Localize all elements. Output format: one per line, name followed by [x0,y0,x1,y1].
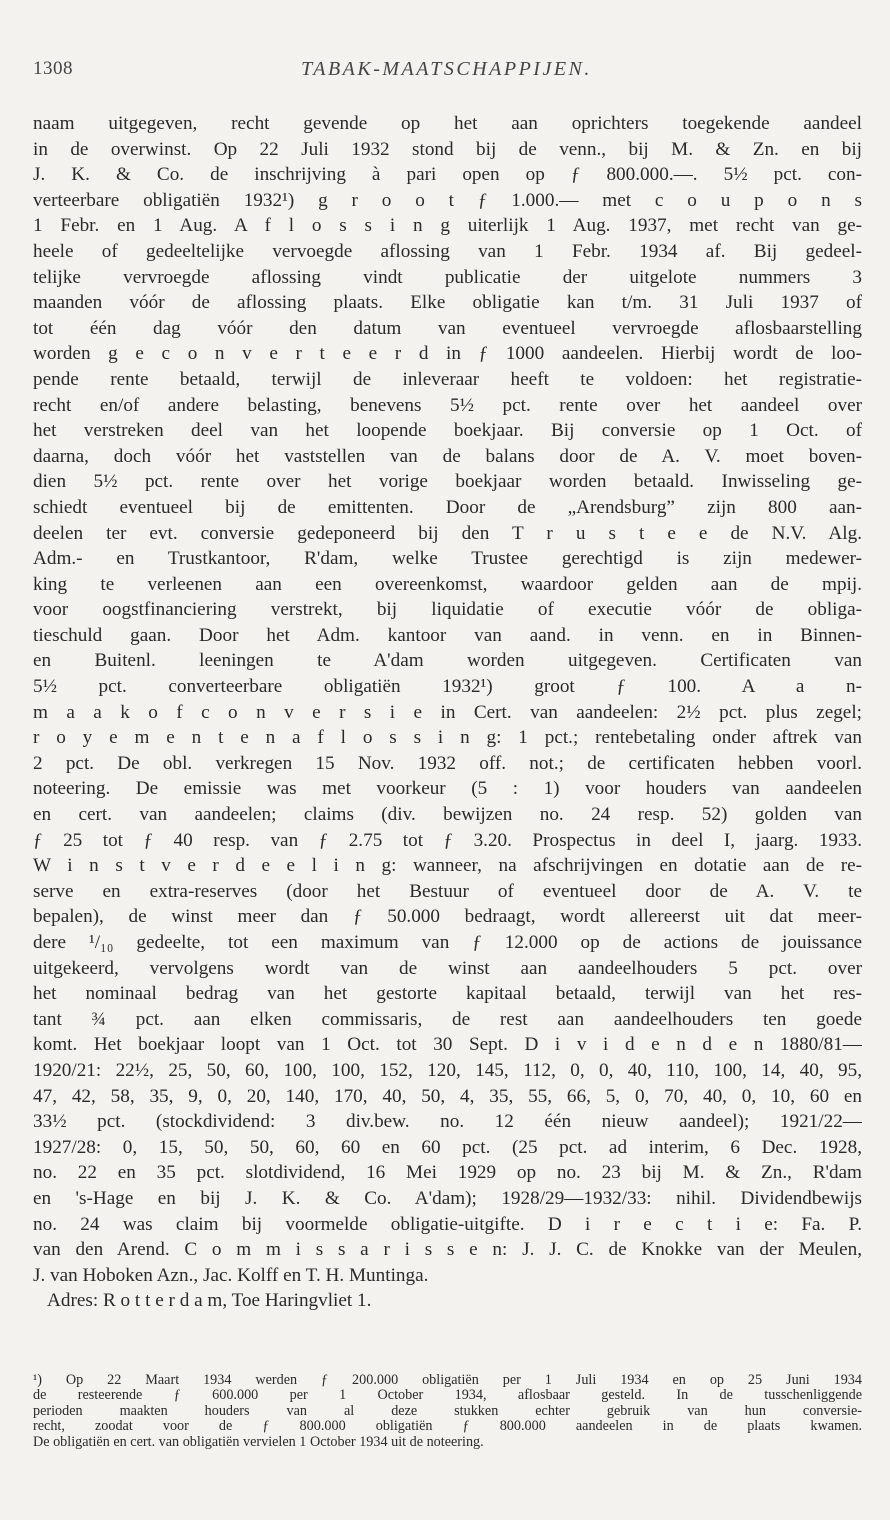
running-title: TABAK-MAATSCHAPPIJEN. [301,58,592,80]
text-line: en cert. van aandeelen; claims (div. bewijzen no. 24 resp. 52) golden van [33,804,862,826]
text-line: en 's-Hage en bij J. K. & Co. A'dam); 1928/29—1932/33: nihil. Dividendbewijs [33,1187,862,1209]
text-line: 1927/28: 0, 15, 50, 50, 60, 60 en 60 pct. (25 pct. ad interim, 6 Dec. 1928, [33,1136,862,1158]
text-line: W i n s t v e r d e e l i n g: wanneer, na afschrijvingen en dotatie aan de re- [33,855,862,877]
text-line: deelen ter evt. conversie gedeponeerd bij den T r u s t e e de N.V. Alg. [33,522,862,544]
text-line: 1 Febr. en 1 Aug. A f l o s s i n g uiterlijk 1 Aug. 1937, met recht van ge- [33,215,862,237]
text-line: m a a k o f c o n v e r s i e in Cert. van aandeelen: 2½ pct. plus zegel; [33,701,862,723]
footnote-line: ¹) Op 22 Maart 1934 werden ƒ 200.000 obligatiën per 1 Juli 1934 en op 25 Juni 1934 [33,1373,862,1388]
text-line: 47, 42, 58, 35, 9, 0, 20, 140, 170, 40, 50, 4, 35, 55, 66, 5, 0, 70, 40, 0, 10, 60 en [33,1085,862,1107]
text-line: J. van Hoboken Azn., Jac. Kolff en T. H. Muntinga. [33,1264,429,1286]
text-line: Adres: R o t t e r d a m, Toe Haringvliet 1. [47,1290,372,1312]
text-line: in de overwinst. Op 22 Juli 1932 stond bij de venn., bij M. & Zn. en bij [33,138,862,160]
text-line: ƒ 25 tot ƒ 40 resp. van ƒ 2.75 tot ƒ 3.20. Prospectus in deel I, jaarg. 1933. [33,829,862,851]
text-line: 2 pct. De obl. verkregen 15 Nov. 1932 off. not.; de certificaten hebben voorl. [33,752,862,774]
text-line: het verstreken deel van het loopende boekjaar. Bij conversie op 1 Oct. of [33,420,862,442]
text-line: r o y e m e n t e n a f l o s s i n g: 1 pct.; rentebetaling onder aftrek van [33,727,862,749]
text-line: J. K. & Co. de inschrijving à pari open op ƒ 800.000.—. 5½ pct. con- [33,164,862,186]
text-line: Adm.- en Trustkantoor, R'dam, welke Trustee gerechtigd is zijn medewer- [33,548,862,570]
text-line: telijke vervroegde aflossing vindt publicatie der uitgelote nummers 3 [33,266,862,288]
text-line: heele of gedeeltelijke vervoegde aflossing van 1 Febr. 1934 af. Bij gedeel- [33,240,862,262]
text-line: naam uitgegeven, recht gevende op het aan oprichters toegekende aandeel [33,113,862,134]
text-line: serve en extra-reserves (door het Bestuur of eventueel door de A. V. te [33,880,862,902]
text-line: pende rente betaald, terwijl de inleveraar heeft te voldoen: het registratie- [33,368,862,390]
text-line: 5½ pct. converteerbare obligatiën 1932¹) groot ƒ 100. A a n- [33,676,862,698]
text-line: uitgekeerd, vervolgens wordt van de winst aan aandeelhouders 5 pct. over [33,957,862,979]
footnote-line: De obligatiën en cert. van obligatiën vervielen 1 October 1934 uit de noteering. [33,1434,484,1450]
text-line: daarna, doch vóór het vaststellen van de balans door de A. V. moet boven- [33,445,862,467]
page-header [33,58,860,88]
page-number: 1308 [33,58,73,79]
text-line: dere ¹/₁₀ gedeelte, tot een maximum van ƒ 12.000 op de actions de jouissance [33,932,862,953]
text-line: noteering. De emissie was met voorkeur (5 : 1) voor houders van aandeelen [33,778,862,800]
text-line: tot één dag vóór den datum van eventueel vervroegde aflosbaarstelling [33,317,862,339]
text-line: maanden vóór de aflossing plaats. Elke obligatie kan t/m. 31 Juli 1937 of [33,292,862,314]
text-line: het nominaal bedrag van het gestorte kapitaal betaald, terwijl van het res- [33,983,862,1005]
footnote-line: de resteerende ƒ 600.000 per 1 October 1934, aflosbaar gesteld. In de tusschenliggende [33,1388,862,1404]
text-line: komt. Het boekjaar loopt van 1 Oct. tot 30 Sept. D i v i d e n d e n 1880/81— [33,1034,862,1056]
text-line: no. 22 en 35 pct. slotdividend, 16 Mei 1929 op no. 23 bij M. & Zn., R'dam [33,1162,862,1184]
text-line: 33½ pct. (stockdividend: 3 div.bew. no. 12 één nieuw aandeel); 1921/22— [33,1111,862,1133]
text-line: tant ¾ pct. aan elken commissaris, de rest aan aandeelhouders ten goede [33,1008,862,1030]
text-line: king te verleenen aan een overeenkomst, waardoor gelden aan de mpij. [33,573,862,595]
text-line: en Buitenl. leeningen te A'dam worden uitgegeven. Certificaten van [33,650,862,672]
footnote-line: perioden maakten houders van al deze stukken echter gebruik van hun conversie- [33,1403,862,1419]
body-text [33,111,862,1314]
text-line: 1920/21: 22½, 25, 50, 60, 100, 100, 152, 120, 145, 112, 0, 0, 40, 110, 100, 14, 40, 95, [33,1059,862,1081]
text-line: voor oogstfinanciering verstrekt, bij liquidatie of executie vóór de obliga- [33,599,862,621]
text-line: verteerbare obligatiën 1932¹) g r o o t ƒ 1.000.— met c o u p o n s [33,189,862,211]
text-line: schiedt eventueel bij de emittenten. Door de „Arendsburg” zijn 800 aan- [33,496,862,518]
text-line: recht en/of andere belasting, benevens 5½ pct. rente over het aandeel over [33,394,862,416]
text-line: van den Arend. C o m m i s s a r i s s e n: J. J. C. de Knokke van der Meulen, [33,1239,862,1261]
footnote-line: recht, zoodat voor de ƒ 800.000 obligatiën ƒ 800.000 aandeelen in de plaats kwamen. [33,1419,862,1435]
text-line: worden g e c o n v e r t e e r d in ƒ 1000 aandeelen. Hierbij wordt de loo- [33,343,862,365]
footnotes [33,1373,862,1450]
text-line: no. 24 was claim bij voormelde obligatie-uitgifte. D i r e c t i e: Fa. P. [33,1213,862,1235]
text-line: dien 5½ pct. rente over het vorige boekjaar worden betaald. Inwisseling ge- [33,471,862,493]
text-line: tieschuld gaan. Door het Adm. kantoor van aand. in venn. en in Binnen- [33,624,862,646]
text-line: bepalen), de winst meer dan ƒ 50.000 bedraagt, wordt allereerst uit dat meer- [33,906,862,928]
